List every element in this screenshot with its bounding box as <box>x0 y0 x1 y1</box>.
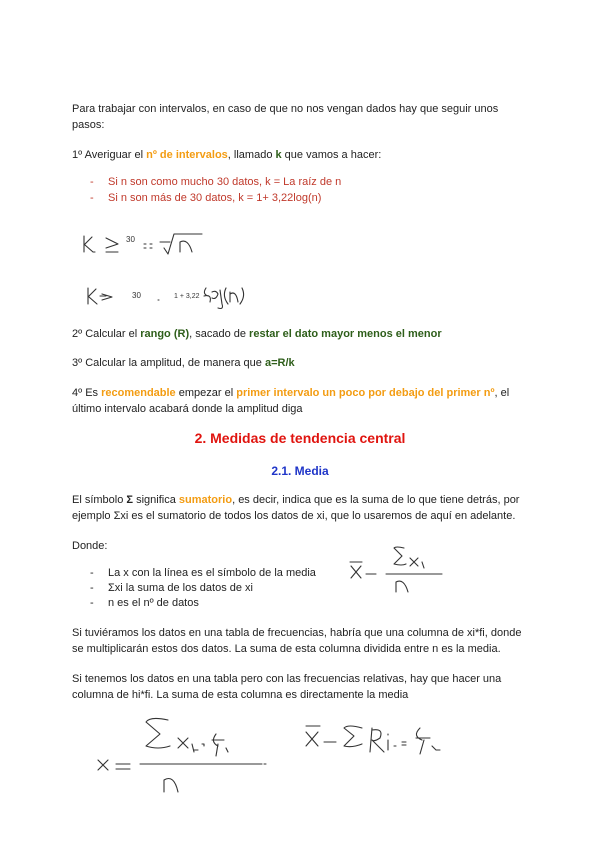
formula-mean-frequencies <box>94 712 284 798</box>
media-p1-suffix: , es decir, indica que es la suma de lo que tiene detrás, por <box>232 494 520 506</box>
step-2-middle: , sacado de <box>189 328 250 340</box>
step-1-highlight: nº de intervalos <box>146 149 228 161</box>
step-1-bullet-2 <box>90 191 321 206</box>
media-p1-highlight: sumatorio <box>178 494 233 506</box>
step-2 <box>72 326 532 342</box>
media-paragraph-3 <box>72 671 542 703</box>
bullet-dash: - <box>90 597 94 609</box>
step-1-k: k <box>275 149 282 161</box>
step-2-prefix: 2º Calcular el <box>72 328 141 340</box>
media-p1-prefix: El símbolo <box>72 494 127 506</box>
step-1-bullet-1 <box>90 175 341 190</box>
step-4-middle: empezar el <box>175 387 237 399</box>
media-p3-line-2: columna de hi*fi. La suma de esta columna es directamente la media <box>72 689 409 701</box>
formula-mean <box>346 540 456 602</box>
step-1 <box>72 147 532 163</box>
bullet-text: Σxi la suma de los datos de xi <box>108 582 253 594</box>
step-1-suffix: que vamos a hacer: <box>281 149 382 161</box>
bullet-dash: - <box>90 582 94 594</box>
formula-k-log-n <box>82 282 272 312</box>
step-4-suffix: , el <box>494 387 510 399</box>
step-1-middle: , llamado <box>227 149 276 161</box>
media-paragraph-2 <box>72 625 542 657</box>
media-bullet-3 <box>90 596 199 611</box>
bullet-dash: - <box>90 192 94 204</box>
step-4-line-2: último intervalo acabará donde la amplitud diga <box>72 403 303 415</box>
media-p1-line-2: ejemplo Σxi es el sumatorio de todos los datos de xi, que lo usaremos de aquí en adelante. <box>72 510 516 522</box>
formula-2-label-30: 30 <box>132 291 141 300</box>
sigma-symbol: Σ <box>126 494 134 506</box>
donde-label: Donde: <box>72 540 108 552</box>
formula-2-label-expr: 1 + 3,22 <box>174 293 200 300</box>
step-4-prefix: 4º Es <box>72 387 102 399</box>
media-bullet-1 <box>90 566 316 581</box>
step-3 <box>72 355 532 371</box>
section-heading: 2. Medidas de tendencia central <box>194 430 406 446</box>
step-3-highlight: a=R/k <box>264 357 295 369</box>
bullet-text: La x con la línea es el símbolo de la media <box>108 567 316 579</box>
step-4-highlight-2: primer intervalo un poco por debajo del primer nº <box>236 387 495 399</box>
media-p3-line-1: Si tenemos los datos en una tabla pero con las frecuencias relativas, hay que hacer una <box>72 673 502 685</box>
formula-mean-relative <box>300 718 470 768</box>
media-paragraph-1 <box>72 492 542 524</box>
step-4 <box>72 385 532 417</box>
step-2-highlight-2: restar el dato mayor menos el menor <box>249 328 442 340</box>
bullet-dash: - <box>90 567 94 579</box>
step-1-prefix: 1º Averiguar el <box>72 149 147 161</box>
media-p2-line-1: Si tuviéramos los datos en una tabla de frecuencias, habría que una columna de xi*fi, donde <box>72 627 522 639</box>
step-2-highlight-1: rango (R) <box>140 328 190 340</box>
intro-line-1: Para trabajar con intervalos, en caso de que no nos vengan dados hay que seguir unos <box>72 103 499 115</box>
intro-paragraph <box>72 101 532 133</box>
formula-1-label-30: 30 <box>126 235 135 244</box>
intro-line-2: pasos: <box>72 119 105 131</box>
step-3-prefix: 3º Calcular la amplitud, de manera que <box>72 357 265 369</box>
step-4-highlight-1: recomendable <box>101 387 176 399</box>
media-bullet-2 <box>90 581 253 596</box>
media-p2-line-2: se multiplicarán estos dos datos. La suma de esta columna dividida entre n es la media. <box>72 643 501 655</box>
subsection-heading: 2.1. Media <box>271 464 329 478</box>
bullet-text: Si n son más de 30 datos, k = 1+ 3,22log(n) <box>108 192 322 204</box>
bullet-dash: - <box>90 176 94 188</box>
formula-k-sqrt-n <box>78 228 218 260</box>
bullet-text: Si n son como mucho 30 datos, k = La raíz de n <box>108 176 342 188</box>
media-p1-middle: significa <box>133 494 179 506</box>
bullet-text: n es el nº de datos <box>108 597 199 609</box>
